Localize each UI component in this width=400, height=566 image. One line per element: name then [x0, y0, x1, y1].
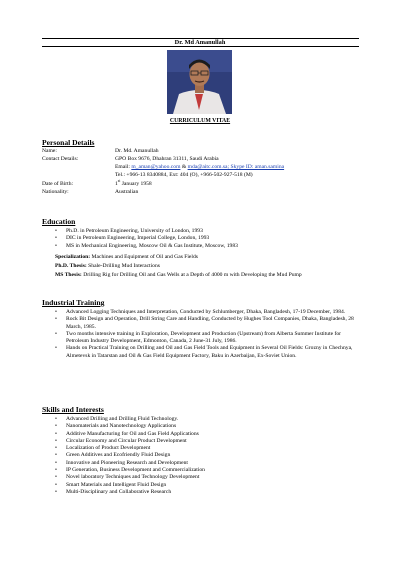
skill-item: • Additive Manufacturing for Oil and Gas Field Applications — [55, 431, 355, 438]
dob-day: 1 — [115, 181, 118, 187]
education-item: • MS in Mechanical Engineering, Moscow Oil & Gas Institute, Moscow, 1983 — [55, 243, 355, 250]
skills-list — [55, 416, 355, 496]
education-heading: Education — [42, 217, 76, 226]
specialization-line — [55, 254, 365, 261]
profile-photo — [167, 50, 232, 114]
skill-item: • IP Generation, Business Development and Commercialization — [55, 467, 355, 474]
industrial-training-heading: Industrial Training — [42, 298, 105, 307]
training-item: • Hands on Practical Training on Drilling and Oil and Gas Field Tools and Equipment in Several Oil Fields: Grozny in Chechnya, Almetevsk in Tatarstan and Oil & Gas Field Equipment Factory, Baku in Azerbaijan, Ex-Soviet Union. — [55, 345, 355, 360]
name-label: Name: — [42, 148, 57, 154]
training-list — [55, 309, 355, 360]
ms-thesis-label: MS Thesis: — [55, 272, 82, 278]
training-item: • Rock Bit Design and Operation, Drill String Care and Handling, Conducted by Hughes Tool Companies, Dhaka, Bangladesh, 28 March, 1985. — [55, 316, 355, 331]
email-line — [115, 164, 284, 171]
contact-label: Contact Details: — [42, 156, 79, 162]
candidate-name: Dr. Md Amanullah — [174, 39, 226, 46]
skill-item: • Nanomaterials and Nanotechnology Applications — [55, 423, 355, 430]
skill-item: • Innovative and Pioneering Research and Development — [55, 460, 355, 467]
phd-thesis-value: Shale-Drilling Mud Interactions — [86, 263, 160, 269]
phd-thesis-label: Ph.D. Thesis: — [55, 263, 87, 269]
nationality-label: Nationality: — [42, 189, 69, 195]
telephone-value: Tel.: +966-13 8340884, Ext: 404 (O), +966-502-927-518 (M) — [115, 172, 253, 178]
skill-item: • Green Additives and Ecofriendly Fluid Design — [55, 452, 355, 459]
skill-item: • Localization of Product Development — [55, 445, 355, 452]
address-value: GPO Box 9676, Dhahran 31311, Saudi Arabia — [115, 156, 219, 162]
nationality-value: Australian — [115, 189, 139, 195]
skill-item: • Advanced Drilling and Drilling Fluid Technology. — [55, 416, 355, 423]
education-item: • DIC in Petroleum Engineering, Imperial College, London, 1993 — [55, 235, 355, 242]
email-link-yahoo[interactable]: m_aman@yahoo.com — [131, 164, 181, 170]
email-prefix: Email: — [115, 164, 132, 170]
specialization-value: Machines and Equipment of Oil and Gas Fields — [90, 254, 198, 260]
phd-thesis-line — [55, 263, 365, 270]
skill-item: • Smart Materials and Intelligent Fluid Design — [55, 482, 355, 489]
ms-thesis-value: Drilling Rig for Drilling Oil and Gas Wells at a Depth of 4000 m with Developing the Mud Pump — [81, 272, 302, 278]
skill-item: • Novel laboratory Techniques and Technology Development — [55, 474, 355, 481]
email-separator: & — [180, 164, 188, 170]
skill-item: • Circular Economy and Circular Product Development — [55, 438, 355, 445]
dob-month-year: January 1958 — [120, 181, 152, 187]
specialization-label: Specialization: — [55, 254, 91, 260]
header-bottom-rule — [42, 46, 359, 47]
training-item: • Two months intensive training in Exploration, Development and Production (Upstream) from Alberta Summer Institute for Petroleum Industry Development, Edmonton, Canada, 2 June-31 July, 1986. — [55, 331, 355, 346]
dob-label: Date of Birth: — [42, 181, 74, 187]
dob-ordinal: st — [117, 179, 121, 184]
training-item: • Advanced Logging Techniques and Interpretation, Conducted by Schlumberger, Dhaka, Bangladesh, 17-19 December, 1984. — [55, 309, 355, 316]
cv-title: CURRICULUM VITAE — [169, 118, 231, 124]
dob-value — [115, 181, 152, 188]
name-value: Dr. Md. Amanullah — [115, 148, 159, 154]
skype-id[interactable]: ; Skype ID: aman.samina — [227, 164, 285, 170]
education-list — [55, 228, 355, 250]
education-item: • Ph.D. in Petroleum Engineering, University of London, 1993 — [55, 228, 355, 235]
ms-thesis-line — [55, 272, 365, 279]
personal-details-heading: Personal Details — [42, 138, 95, 147]
email-link-aitc[interactable]: mda@aitc.com.sa — [187, 164, 228, 170]
skill-item: • Multi-Disciplinary and Collaborative Research — [55, 489, 355, 496]
skills-heading: Skills and Interests — [42, 405, 104, 414]
